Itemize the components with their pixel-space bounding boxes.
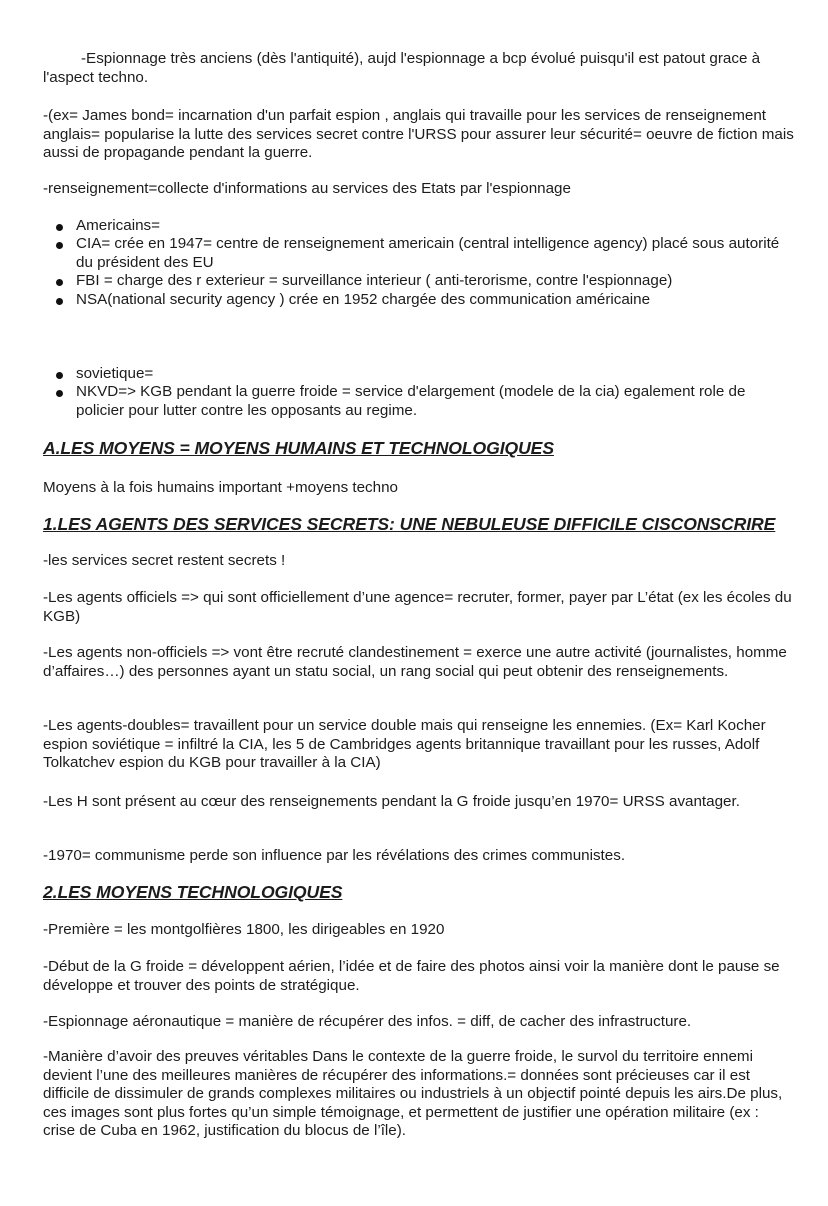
section-a-intro: Moyens à la fois humains important +moyens techno <box>43 479 398 496</box>
americains-list <box>43 217 795 309</box>
sovietique-list <box>43 365 795 420</box>
list-item: sovietique= <box>43 365 795 383</box>
section-a-heading: A.LES MOYENS = MOYENS HUMAINS ET TECHNOLOGIQUES <box>43 438 554 458</box>
section-1-paragraph: -les services secret restent secrets ! <box>43 552 286 569</box>
intro-paragraph: -Espionnage très anciens (dès l'antiquité), aujd l'espionnage a bcp évolué puisqu'il est patout grace à l'aspect techno. <box>43 50 761 86</box>
list-item: Americains= <box>43 217 795 235</box>
section-2-paragraph: -Manière d’avoir des preuves véritables Dans le contexte de la guerre froide, le survol du territoire ennemi devient l’une des meilleures manières de récupérer des informations.= données sont précieuses car il est difficile de dissimuler de grands complexes militaires ou industriels à un objectif pointé depuis les airs.De plus, ces images sont plus fortes qu’un simple témoignage, et permettent de justifier une opération militaire (ex : crise de Cuba en 1962, justification du blocus de l’île). <box>43 1048 783 1140</box>
section-1-paragraph: -1970= communisme perde son influence par les révélations des crimes communistes. <box>43 847 626 864</box>
section-2-paragraph: -Première = les montgolfières 1800, les dirigeables en 1920 <box>43 921 445 938</box>
james-bond-paragraph: -(ex= James bond= incarnation d'un parfait espion , anglais qui travaille pour les services de renseignement anglais= popularise la lutte des services secret contre l'URSS pour assurer leur sécurité= oeuvre de fiction mais aussi de propagande pendant la guerre. <box>43 107 794 162</box>
section-2-heading: 2.LES MOYENS TECHNOLOGIQUES <box>43 882 343 902</box>
section-1-heading: 1.LES AGENTS DES SERVICES SECRETS: UNE NEBULEUSE DIFFICILE CISCONSCRIRE <box>43 514 776 534</box>
section-1-paragraph: -Les agents non-officiels => vont être recruté clandestinement = exerce une autre activité (journalistes, homme d’affaires…) des personnes ayant un statu social, un rang social qui peut obtenir des renseignements. <box>43 644 787 680</box>
section-2-paragraph: -Espionnage aéronautique = manière de récupérer des infos. = diff, de cacher des infrastructure. <box>43 1013 692 1030</box>
section-2-paragraph: -Début de la G froide = développent aérien, l’idée et de faire des photos ainsi voir la manière dont le pause se développe et trouver des points de stratégique. <box>43 958 780 994</box>
renseignement-paragraph: -renseignement=collecte d'informations au services des Etats par l'espionnage <box>43 180 571 197</box>
list-item: NSA(national security agency ) crée en 1952 chargée des communication américaine <box>43 291 795 309</box>
section-1-paragraph: -Les H sont présent au cœur des renseignements pendant la G froide jusqu’en 1970= URSS avantager. <box>43 793 740 810</box>
section-1-paragraph: -Les agents-doubles= travaillent pour un service double mais qui renseigne les ennemies. (Ex= Karl Kocher espion soviétique = infiltré la CIA, les 5 de Cambridges agents britannique travaillant pour les russes, Adolf Tolkatchev espion du KGB pour travailler à la CIA) <box>43 717 766 772</box>
list-item: CIA= crée en 1947= centre de renseignement americain (central intelligence agency) placé sous autorité du président des EU <box>43 235 795 272</box>
section-1-paragraph: -Les agents officiels => qui sont officiellement d’une agence= recruter, former, payer par L’état (ex les écoles du KGB) <box>43 589 792 625</box>
list-item: FBI = charge des r exterieur = surveillance interieur ( anti-terorisme, contre l'espionnage) <box>43 272 795 290</box>
list-item: NKVD=> KGB pendant la guerre froide = service d'elargement (modele de la cia) egalement role de policier pour lutter contre les opposants au regime. <box>43 383 795 420</box>
